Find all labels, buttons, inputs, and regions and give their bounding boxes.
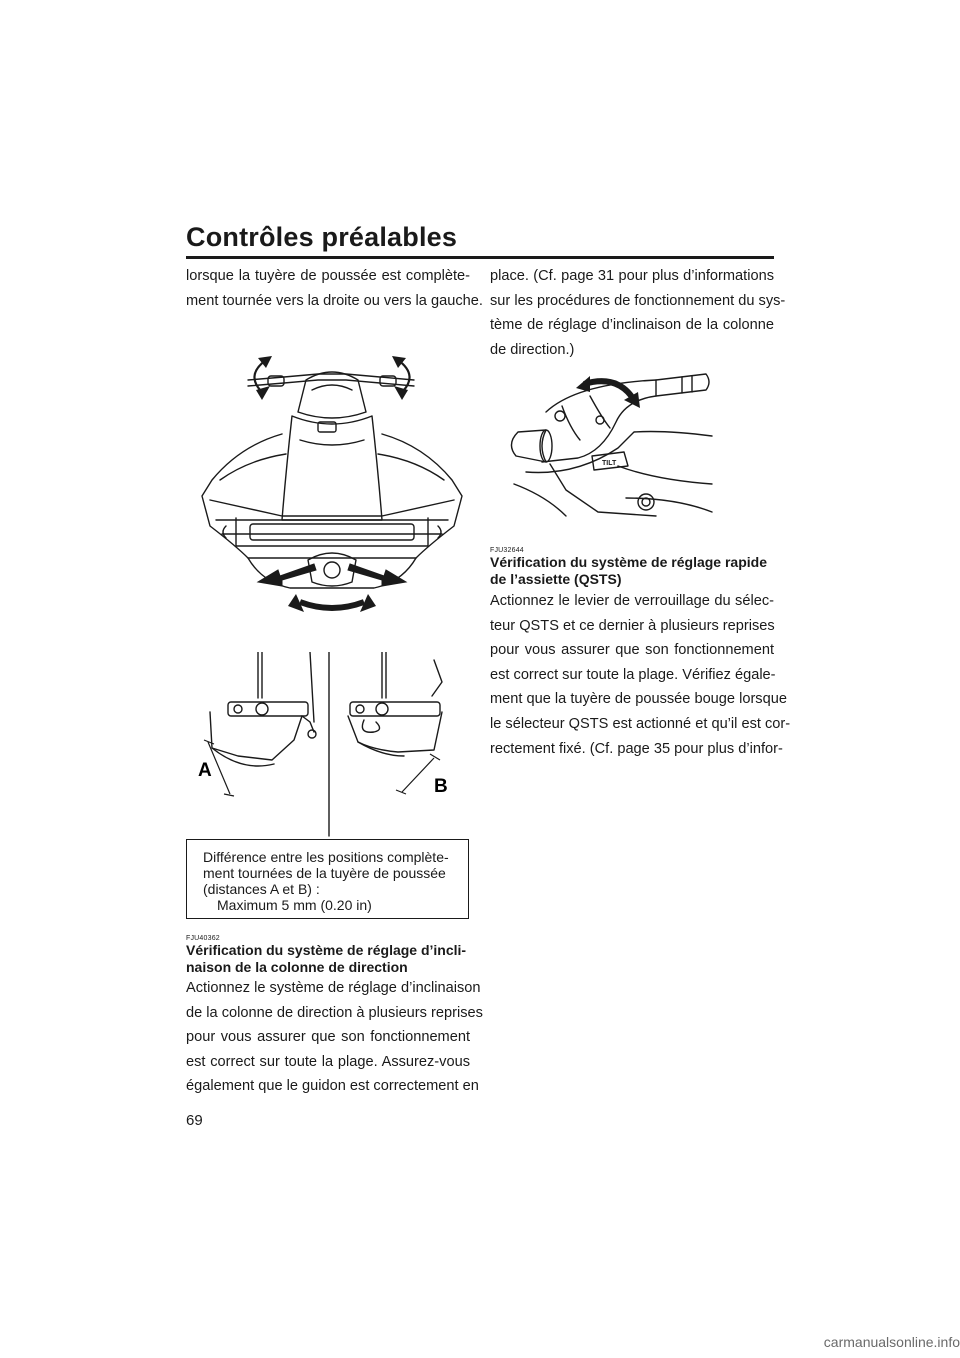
heading-left-line-1: Vérification du système de réglage d’incli- [186, 942, 467, 958]
page-number: 69 [186, 1112, 203, 1129]
body-left-line-3: pour vous assurer que son fonctionnement [186, 1029, 470, 1046]
nozzle-distance-figure [198, 652, 462, 838]
body-left-line-5: également que le guidon est correctement en [186, 1078, 479, 1095]
section-body-left [186, 976, 483, 1099]
section-code-left: FJU40362 [186, 935, 220, 942]
footer-watermark: carmanualsonline.info [823, 1334, 960, 1350]
spec-line-3: (distances A et B) : [203, 881, 320, 897]
heading-right-line-1: Vérification du système de réglage rapide [490, 554, 767, 570]
tilt-badge-text: TILT [602, 460, 617, 467]
body-left-line-1: Actionnez le système de réglage d’inclinaison [186, 980, 481, 996]
right-intro-line-3: tème de réglage d’inclinaison de la colonne [490, 317, 774, 334]
body-right-line-4: est correct sur toute la plage. Vérifiez égale- [490, 666, 776, 683]
spec-line-2: ment tournées de la tuyère de poussée [203, 865, 446, 881]
right-intro-line-2: sur les procédures de fonctionnement du sys- [490, 292, 786, 309]
body-right-line-7: rectement fixé. (Cf. page 35 pour plus d’infor- [490, 740, 783, 757]
heading-right-line-2: de l’assiette (QSTS) [490, 571, 622, 587]
body-right-line-3: pour vous assurer que son fonctionnement [490, 642, 774, 659]
left-intro-line-2: ment tournée vers la droite ou vers la gauche. [186, 292, 483, 309]
body-left-line-4: est correct sur toute la plage. Assurez-vous [186, 1053, 470, 1070]
tilt-steering-figure [506, 366, 722, 526]
body-right-line-2: teur QSTS et ce dernier à plusieurs reprises [490, 617, 775, 634]
spec-line-1: Différence entre les positions complète- [203, 849, 449, 865]
right-intro-line-1: place. (Cf. page 31 pour plus d’informations [490, 268, 774, 284]
body-left-line-2: de la colonne de direction à plusieurs reprises [186, 1004, 483, 1021]
right-intro-paragraph [490, 264, 786, 362]
spec-box [186, 839, 469, 919]
right-intro-line-4: de direction.) [490, 341, 575, 358]
left-intro-paragraph [186, 264, 483, 313]
section-heading-right [490, 554, 780, 588]
section-body-right [490, 589, 791, 761]
spec-value: Maximum 5 mm (0.20 in) [217, 897, 372, 913]
jetski-rear-view-figure [196, 350, 468, 640]
label-b: B [434, 776, 448, 797]
body-right-line-1: Actionnez le levier de verrouillage du sélec- [490, 593, 774, 609]
spec-text [203, 849, 449, 913]
body-right-line-5: ment que la tuyère de poussée bouge lorsque [490, 691, 787, 708]
section-code-right: FJU32644 [490, 547, 524, 554]
title-rule [186, 256, 774, 259]
section-heading-left [186, 942, 476, 976]
left-intro-line-1: lorsque la tuyère de poussée est complète- [186, 268, 470, 284]
page-title: Contrôles préalables [186, 222, 458, 252]
body-right-line-6: le sélecteur QSTS est actionné et qu’il est cor- [490, 715, 791, 732]
label-a: A [198, 760, 212, 781]
heading-left-line-2: naison de la colonne de direction [186, 959, 408, 975]
